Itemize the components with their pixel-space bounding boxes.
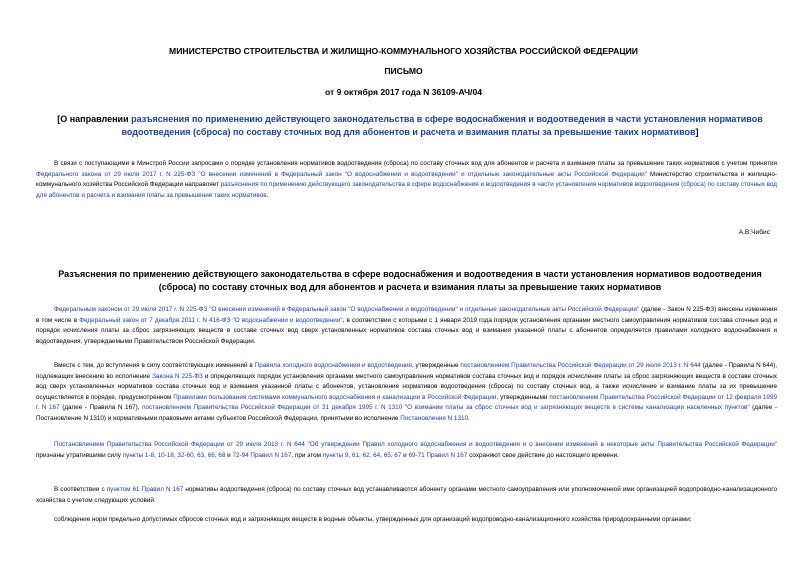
p4-text-5: сохраняют свое действие до настоящего времени. [467, 451, 619, 459]
points-repealed-link[interactable]: пункты 1-8, 10-18, 32-60, 63, 66, 68 [122, 451, 226, 459]
resolution-167-link[interactable]: постановлением Правительства Российской Федерации от 12 февраля 1999 г. N 167 [36, 393, 778, 411]
p2-text-1: (далее - Закон N 225-ФЗ) внесены изменения в том числе в [36, 306, 777, 324]
p3-text-2: , утвержденные [411, 362, 461, 369]
rules-usage-link[interactable]: Правилами пользования системами коммунального водоснабжения и канализации в Российской Федерации [173, 393, 497, 401]
p2-text-2: , в соответствии с которыми с 1 января 2019 года порядок установления органами местного самоуправления нормативов состава сточных вод и порядок исчисления платы за сброс загрязняющих веществ в составе сточных вод сверх установленных нормативов состава сточных вод и взимания указанной платы с абонентов определяется правилами холодного водоснабжения и водоотведения, утверждаемыми Правительством Российской Федерации. [36, 316, 778, 345]
p3-text-7: (далее - Постановление N 1310) и нормативными правовыми актами субъектов Российской Федерации, принятыми во исполнение [36, 404, 777, 422]
intro-text-3: . [266, 191, 269, 199]
p4-text-1: признаны утратившими силу [36, 451, 123, 459]
paragraph-condition [36, 515, 777, 526]
law-225-short-link[interactable]: Закона N 225-ФЗ [152, 372, 203, 380]
law-225-link[interactable]: Федеральным законом от 29 июля 2017 г. N 225-ФЗ "О внесении изменений в Федеральный закон "О водоснабжении и водоотведении" и отдельные законодательные акты Российской Федерации" [54, 306, 640, 313]
intro-paragraph [36, 159, 777, 201]
p5-text-2: нормативы водоотведения (сброса) по составу сточных вод устанавливаются абоненту органами местного самоуправления или уполномоченной ими организацией водопроводно-канализационного хозяйства с учетом следующих условий: [36, 486, 778, 504]
intro-text-1: В связи с поступающими в Минстрой России запросами о порядке установления нормативов водоотведения (сброса) по составу сточных вод для абонентов и расчета и взимания платы за превышение таких нормативов с учетом принятия [54, 160, 777, 167]
ministry-heading: МИНИСТЕРСТВО СТРОИТЕЛЬСТВА И ЖИЛИЩНО-КОММУНАЛЬНОГО ХОЗЯЙСТВА РОССИЙСКОЙ ФЕДЕРАЦИИ [169, 46, 638, 56]
resolution-1310-short-link[interactable]: Постановления N 1310 [400, 414, 469, 422]
explanation-title: Разъяснения по применению действующего законодательства в сфере водоснабжения и водоотведения в части установления нормативов водоотведения (сброса) по составу сточных вод для абонентов и расчета и взимания платы за превышение таких нормативов [58, 269, 762, 292]
points-active-link[interactable]: пункты 9, 61, 62, 64, 65, 67 [322, 451, 402, 459]
point-61-link[interactable]: пунктом 61 Правил N 167 [106, 486, 184, 493]
paragraph-law-changes [36, 305, 777, 347]
signature: А.В.Чибис [738, 229, 770, 236]
p5-text-1: В соответствии с [54, 486, 107, 493]
p3-text-5: , утвержденными [496, 393, 550, 401]
rules-644-link[interactable]: Правила холодного водоснабжения и водоотведения [254, 362, 412, 369]
title-close: ] [695, 127, 699, 137]
p4-text-3: , при этом [291, 451, 323, 459]
paragraph-repealed [36, 440, 777, 461]
p3-text-1: Вместе с тем, до вступления в силу соответствующих изменений в [54, 362, 255, 369]
document-title [40, 113, 780, 139]
p4-text-4: и [401, 451, 409, 459]
p3-text-4: и определяющих порядок установления органами местного самоуправления нормативов состава сточных вод и порядок исчисления платы за сброс загрязняющих веществ в составе сточных вод сверх установленных нормативов состава сточных вод и взимания указанной платы с абонентов, установление нормативов водоотведения (сброса) по составу сточных вод, а также исчисление и взимание платы за их превышение осуществляется в порядке, предусмотренном [36, 372, 777, 401]
intro-explanation-link[interactable]: разъяснения по применению действующего законодательства в сфере водоснабжения и водоотведения в части установления нормативов водоотведения (сброса) по составу сточных вод для абонентов и расчета и взимания платы за превышение таких нормативов [36, 181, 777, 199]
resolution-1310-link[interactable]: постановлением Правительства Российской Федерации от 31 декабря 1995 г. N 1310 "О взимании платы за сброс сточных вод и загрязняющих веществ в системы канализации населенных пунктов" [142, 404, 750, 411]
p3-text-3: (далее - Правила N 644), подлежащих внесению во исполнение [36, 362, 777, 380]
points-72-94-link[interactable]: 72-94 Правил N 167 [232, 451, 292, 459]
p6-text-1: соблюдение норм предельно допустимых сбросов сточных вод и загрязняющих веществ в водные объекты, утвержденных для организаций водопроводно-канализационного хозяйства природоохранными органами; [54, 516, 692, 523]
law-416-link[interactable]: Федеральный закон от 7 декабря 2011 г. N 416-ФЗ "О водоснабжении и водоотведении" [79, 316, 343, 324]
paragraph-transition [36, 361, 777, 424]
document-date: от 9 октября 2017 года N 36109-АЧ/04 [324, 87, 483, 97]
resolution-644-full-link[interactable]: Постановлением Правительства Российской Федерации от 29 июля 2013 г. N 644 "Об утверждении Правил холодного водоснабжения и водоотведения и о внесении изменений в некоторые акты Правительства Российской Федерации" [54, 441, 777, 448]
resolution-644-link[interactable]: постановлением Правительства Российской Федерации от 29 июля 2013 г. N 644 [460, 362, 701, 369]
p3-text-8: . [468, 414, 470, 422]
intro-law-link[interactable]: Федерального закона от 29 июля 2017 г. N 225-ФЗ "О внесении изменений в Федеральный закон "О водоснабжении и водоотведении" и отдельные законодательные акты Российской Федерации" [36, 170, 647, 178]
p4-text-2: и [225, 451, 233, 459]
paragraph-point-61 [36, 485, 777, 506]
document-type: ПИСЬМО [384, 66, 423, 76]
points-69-71-link[interactable]: 69-71 Правил N 167 [408, 451, 468, 459]
title-link[interactable]: разъяснения по применению действующего законодательства в сфере водоснабжения и водоотведения в части установления нормативов водоотведения (сброса) по составу сточных вод для абонентов и расчета и взимания платы за превышение таких нормативов [121, 114, 763, 137]
title-open: [О направлении [57, 114, 132, 124]
intro-text-2: Министерство строительства и жилищно-коммунального хозяйства Российской Федерации направляет [36, 170, 778, 188]
p3-text-6: (далее - Правила N 167), [59, 404, 143, 411]
